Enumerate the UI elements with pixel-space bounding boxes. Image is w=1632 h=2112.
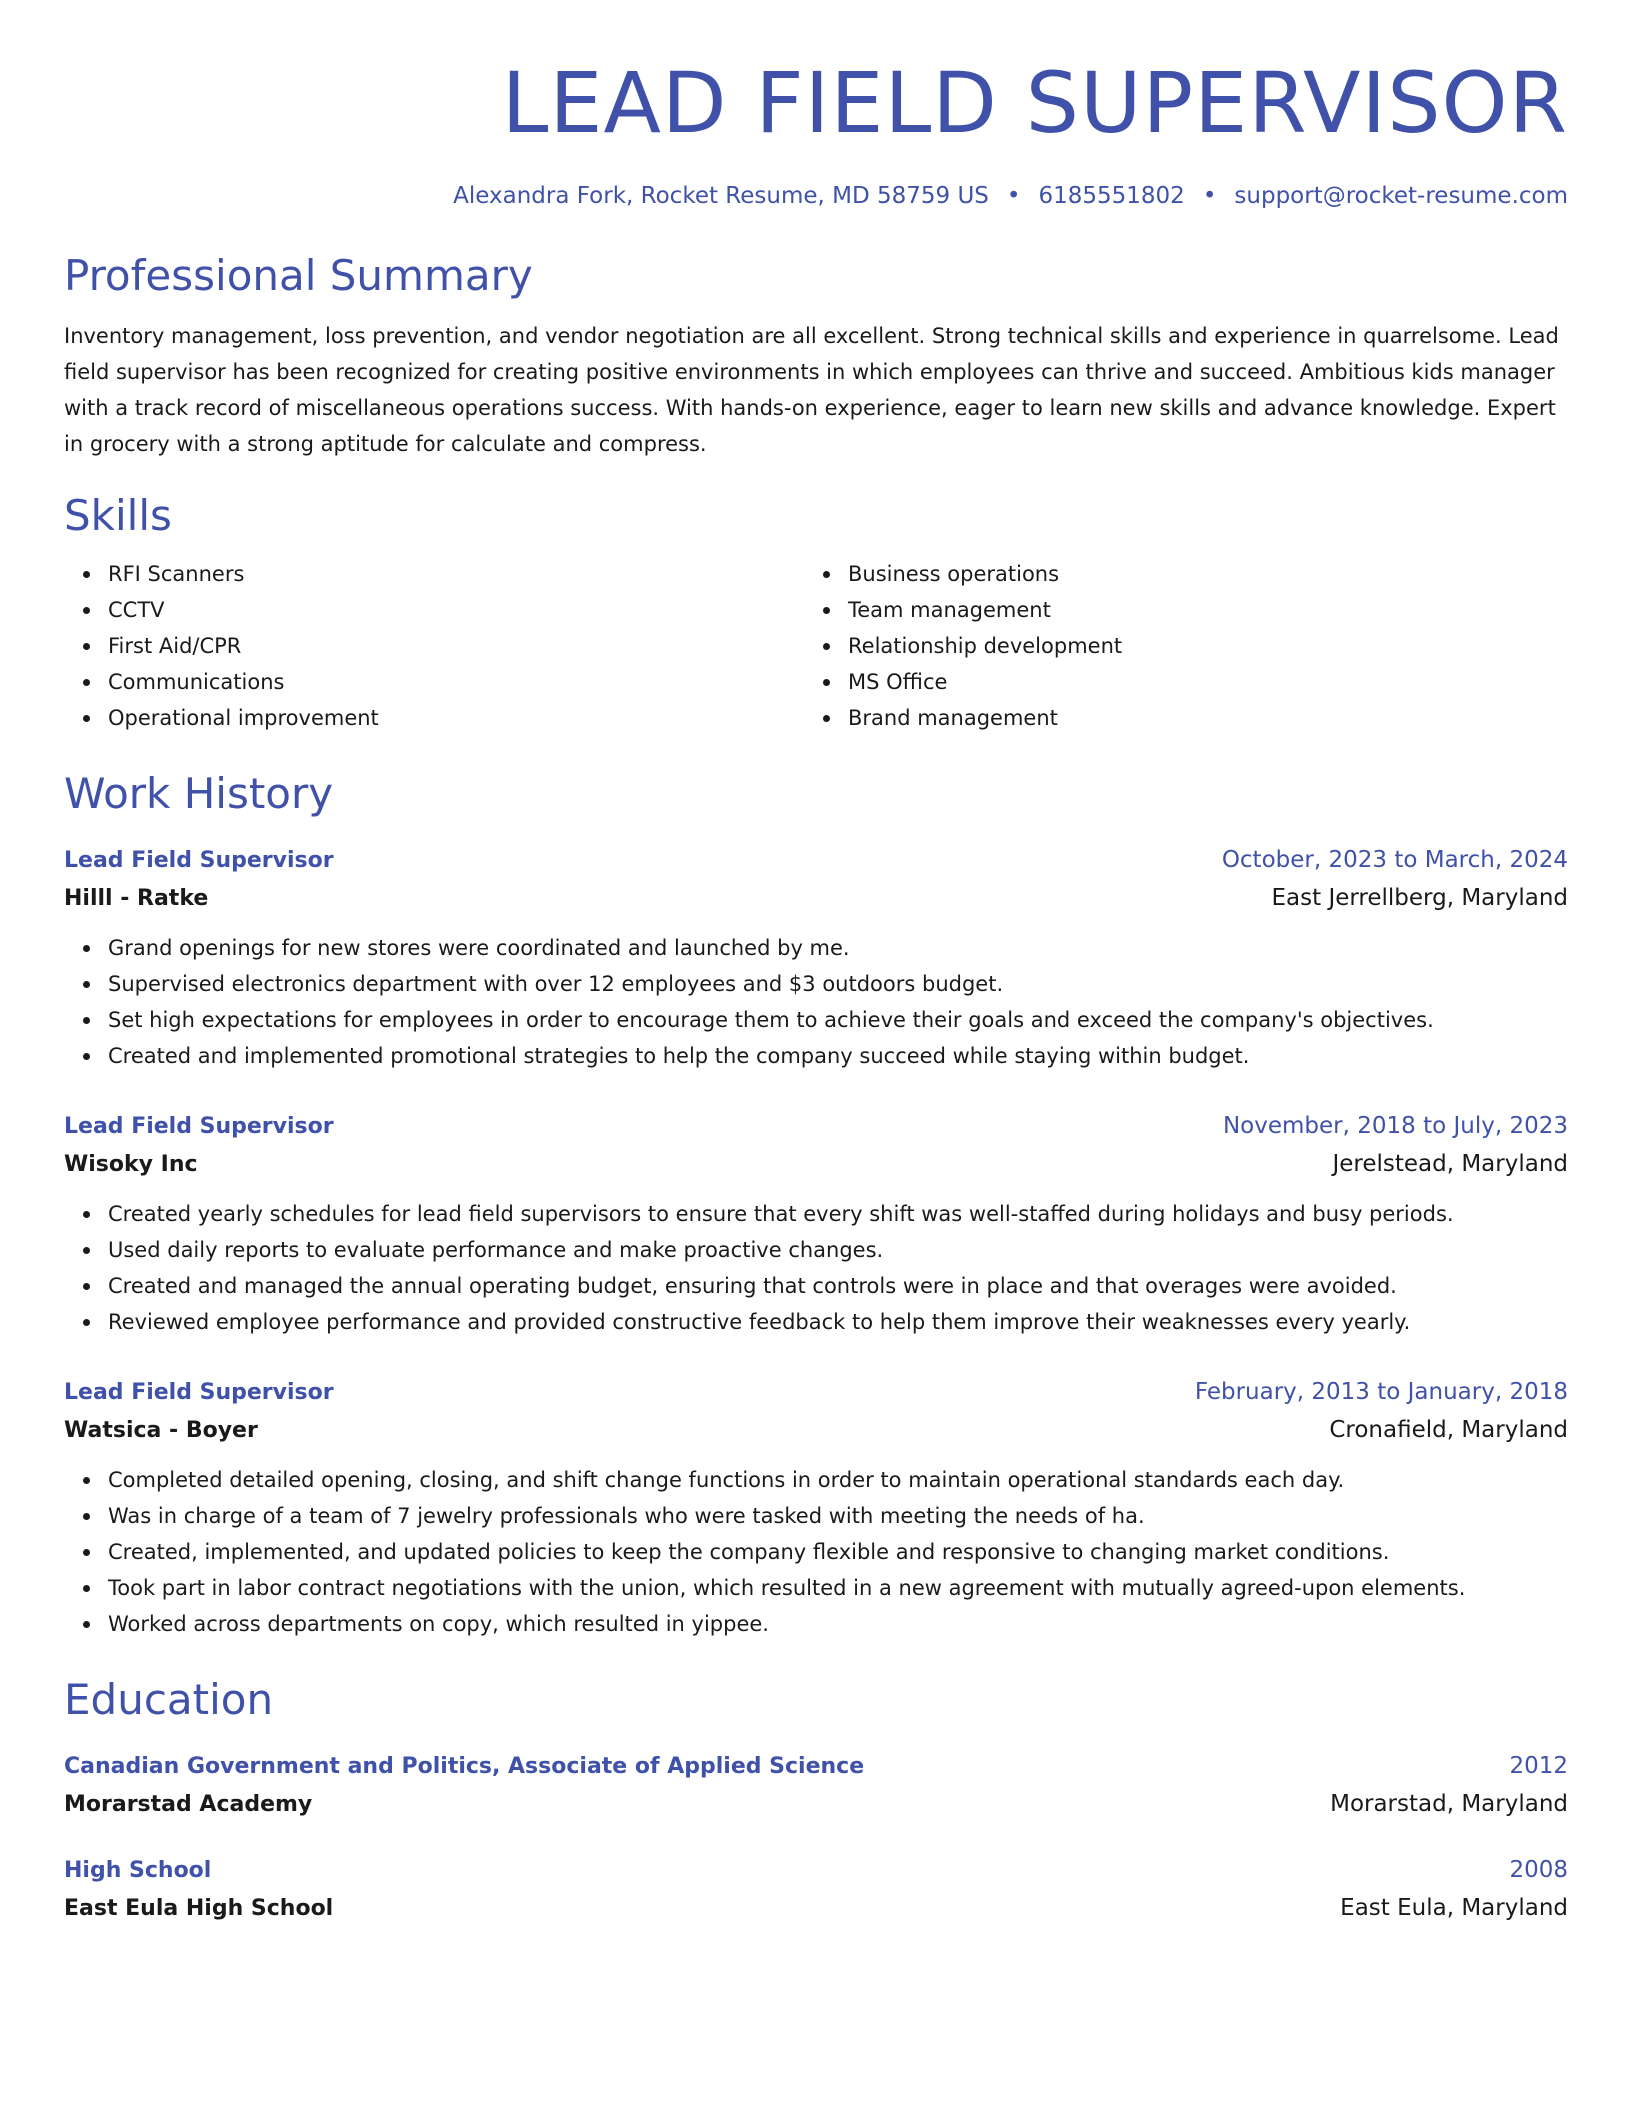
work-entry-subheader (64, 1145, 1568, 1184)
job-location: Jerelstead, Maryland (1332, 1151, 1568, 1177)
job-role: Lead Field Supervisor (64, 1114, 334, 1139)
contact-address: Alexandra Fork, Rocket Resume, MD 58759 US (453, 183, 989, 209)
education-entry (64, 1748, 1568, 1824)
job-bullet: Created, implemented, and updated policies to keep the company flexible and responsive to changing market conditions. (108, 1534, 1568, 1570)
work-entry-header (64, 1108, 1568, 1145)
job-company: Wisoky Inc (64, 1152, 198, 1177)
work-entry (64, 1374, 1568, 1642)
education-heading: Education (64, 1675, 274, 1724)
job-dates: February, 2013 to January, 2018 (1194, 1379, 1568, 1405)
contact-line (64, 180, 1568, 212)
education-degree: High School (64, 1858, 212, 1883)
summary-heading: Professional Summary (64, 251, 533, 300)
skills-heading: Skills (64, 491, 172, 540)
job-role: Lead Field Supervisor (64, 1380, 334, 1405)
work-entry-header (64, 842, 1568, 879)
job-company: Watsica - Boyer (64, 1418, 258, 1443)
education-location: East Eula, Maryland (1340, 1895, 1568, 1921)
contact-email[interactable]: support@rocket-resume.com (1234, 183, 1568, 209)
education-entry (64, 1852, 1568, 1928)
contact-separator: • (1202, 183, 1217, 209)
skill-item: CCTV (108, 592, 804, 628)
summary-text: Inventory management, loss prevention, and vendor negotiation are all excellent. Strong technical skills and experience in quarrelsome. Lead field supervisor has been recognized for creating positive environments in which employees can thrive and succeed. Ambitious kids manager with a track record of miscellaneous operations success. With hands-on experience, eager to learn new skills and advance knowledge. Expert in grocery with a strong aptitude for calculate and compress. (64, 324, 1559, 456)
job-bullet: Grand openings for new stores were coordinated and launched by me. (108, 930, 1568, 966)
skills-column-left (64, 556, 804, 736)
work-entry-header (64, 1374, 1568, 1411)
skill-item: Business operations (848, 556, 1544, 592)
skill-item: Communications (108, 664, 804, 700)
work-entry (64, 842, 1568, 1074)
job-location: East Jerrellberg, Maryland (1271, 885, 1568, 911)
job-bullet: Created yearly schedules for lead field supervisors to ensure that every shift was well-staffed during holidays and busy periods. (108, 1196, 1568, 1232)
skill-item: Brand management (848, 700, 1544, 736)
skill-item: Relationship development (848, 628, 1544, 664)
job-bullets (64, 930, 1568, 1074)
skill-item: First Aid/CPR (108, 628, 804, 664)
work-history-heading: Work History (64, 769, 334, 818)
job-bullet: Reviewed employee performance and provided constructive feedback to help them improve their weaknesses every yearly. (108, 1304, 1568, 1340)
education-year: 2012 (1509, 1753, 1568, 1779)
job-bullet: Was in charge of a team of 7 jewelry professionals who were tasked with meeting the needs of ha. (108, 1498, 1568, 1534)
education-entry-header (64, 1748, 1568, 1785)
job-location: Cronafield, Maryland (1329, 1417, 1568, 1443)
job-company: Hilll - Ratke (64, 886, 209, 911)
education-school: Morarstad Academy (64, 1792, 313, 1817)
education-entry-header (64, 1852, 1568, 1889)
education-degree: Canadian Government and Politics, Associate of Applied Science (64, 1754, 865, 1779)
skill-item: Team management (848, 592, 1544, 628)
education-school: East Eula High School (64, 1896, 334, 1921)
job-bullets (64, 1196, 1568, 1340)
job-bullet: Created and implemented promotional strategies to help the company succeed while staying within budget. (108, 1038, 1568, 1074)
job-bullet: Supervised electronics department with over 12 employees and $3 outdoors budget. (108, 966, 1568, 1002)
job-bullets (64, 1462, 1568, 1642)
job-bullet: Created and managed the annual operating budget, ensuring that controls were in place and that overages were avoided. (108, 1268, 1568, 1304)
job-dates: October, 2023 to March, 2024 (1221, 847, 1568, 873)
job-bullet: Took part in labor contract negotiations with the union, which resulted in a new agreement with mutually agreed-upon elements. (108, 1570, 1568, 1606)
work-entry-subheader (64, 1411, 1568, 1450)
job-bullet: Completed detailed opening, closing, and shift change functions in order to maintain operational standards each day. (108, 1462, 1568, 1498)
work-entry-subheader (64, 879, 1568, 918)
education-entry-subheader (64, 1889, 1568, 1928)
skill-item: Operational improvement (108, 700, 804, 736)
contact-separator: • (1006, 183, 1021, 209)
education-entry-subheader (64, 1785, 1568, 1824)
skills-list (64, 556, 1568, 736)
job-role: Lead Field Supervisor (64, 848, 334, 873)
skills-column-right (804, 556, 1544, 736)
education-year: 2008 (1509, 1857, 1568, 1883)
resume-title: LEAD FIELD SUPERVISOR (501, 54, 1568, 152)
contact-phone: 6185551802 (1038, 183, 1185, 209)
education-location: Morarstad, Maryland (1330, 1791, 1568, 1817)
job-dates: November, 2018 to July, 2023 (1222, 1113, 1568, 1139)
job-bullet: Used daily reports to evaluate performance and make proactive changes. (108, 1232, 1568, 1268)
job-bullet: Set high expectations for employees in order to encourage them to achieve their goals and exceed the company's objectives. (108, 1002, 1568, 1038)
work-entry (64, 1108, 1568, 1340)
job-bullet: Worked across departments on copy, which resulted in yippee. (108, 1606, 1568, 1642)
skill-item: MS Office (848, 664, 1544, 700)
skill-item: RFI Scanners (108, 556, 804, 592)
